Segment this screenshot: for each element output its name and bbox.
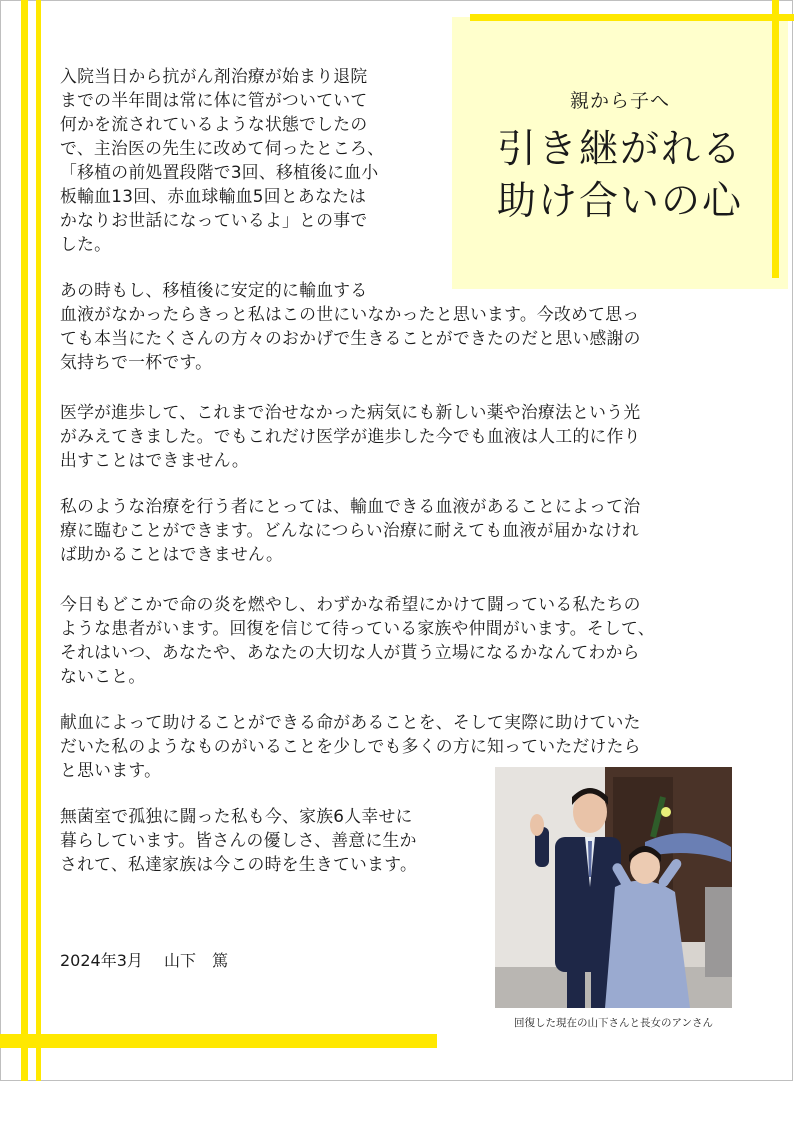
paragraph-5: 今日もどこかで命の炎を燃やし、わずかな希望にかけて闘っている私たちの ような患者がいます。回復を信じて待っている家族や仲間がいます。そして、 それはいつ、あなたや、あなたの大切な人が貰う立場になるかなんてわから ないこと。 [60,594,655,686]
family-photo [495,767,732,1008]
paragraph-3: 医学が進歩して、これまで治せなかった病気にも新しい薬や治療法という光 がみえてきました。でもこれだけ医学が進歩した今でも血液は人工的に作り 出すことはできません。 [60,402,641,470]
photo-caption: 回復した現在の山下さんと長女のアンさん [513,1017,714,1029]
page-title: 引き継がれる 助け合いの心 [496,127,743,224]
bottom-yellow-bar [0,1034,437,1048]
title-top-yellow-bar [470,14,794,21]
paragraph-6: 献血によって助けることができる命があることを、そして実際に助けていた だいた私のようなものがいることを少しでも多くの方に知っていただけたら と思います。 [60,712,641,780]
paragraph-4: 私のような治療を行う者にとっては、輸血できる血液があることによって治 療に臨むことができます。どんなにつらい治療に耐えても血液が届かなけれ ば助かることはできません。 [60,496,641,564]
paragraph-1: 入院当日から抗がん剤治療が始まり退院 までの半年間は常に体に管がついていて 何かを流されているような状態でしたの で、主治医の先生に改めて伺ったところ、 「移植の前処置段階で3回、移植後に血小 板輸血13回、赤血球輸血5回とあなたは かなりお世話になっているよ」との事で した。 [60,66,385,254]
paragraph-2: あの時もし、移植後に安定的に輸血する 血液がなかったらきっと私はこの世にいなかったと思います。今改めて思っ ても本当にたくさんの方々のおかげで生きることができたのだと思い感謝の 気持ちで一杯です。 [60,280,641,372]
title-subtitle: 親から子へ [569,90,670,112]
signature: 2024年3月 山下 篤 [60,951,228,970]
left-yellow-bar-inner [36,0,41,1081]
left-yellow-bar-outer [21,0,28,1081]
paragraph-7: 無菌室で孤独に闘った私も今、家族6人幸せに 暮らしています。皆さんの優しさ、善意に生か されて、私達家族は今この時を生きています。 [60,806,418,874]
